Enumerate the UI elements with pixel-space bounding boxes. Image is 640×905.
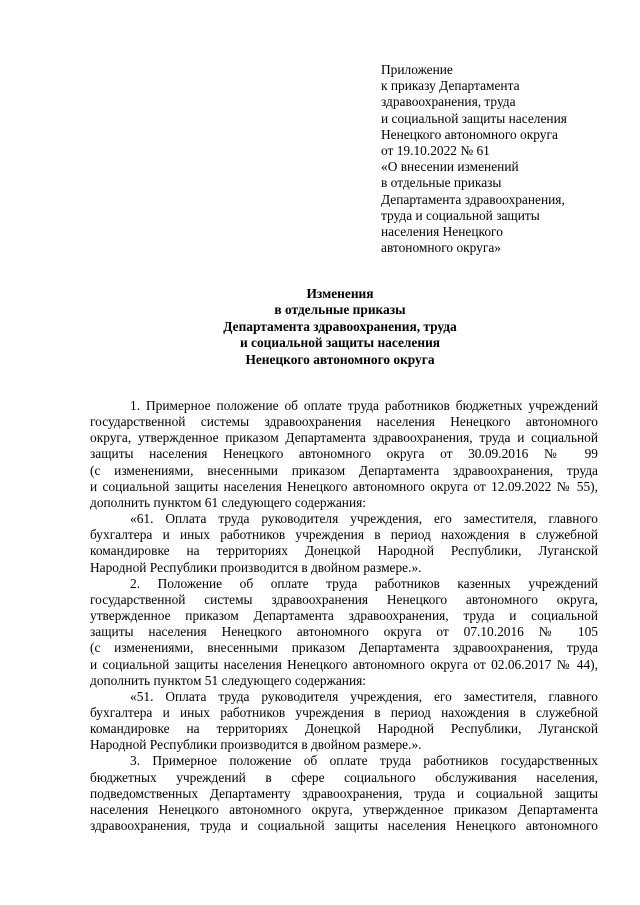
- text-line: бухгалтера и иных работников учреждения в период нахождения в служебной: [90, 704, 598, 720]
- appendix-line: Ненецкого автономного округа: [381, 126, 558, 142]
- title-line: в отдельные приказы: [274, 302, 406, 318]
- appendix-line: Департамента здравоохранения,: [381, 191, 565, 207]
- text-line: и социальной защиты населения Ненецкого автономного округа от 12.09.2022 № 55),: [90, 478, 598, 494]
- text-line: и социальной защиты населения Ненецкого автономного округа от 02.06.2017 № 44),: [90, 656, 598, 672]
- appendix-block: [381, 62, 621, 256]
- text-line: (с изменениями, внесенными приказом Департамента здравоохранения, труда: [90, 640, 598, 656]
- text-line: здравоохранения, труда и социальной защиты населения Ненецкого автономного: [90, 818, 598, 834]
- paragraph-quote-61: [90, 511, 598, 576]
- appendix-line: труда и социальной защиты: [381, 207, 540, 223]
- appendix-line: автономного округа»: [381, 240, 501, 256]
- appendix-line: Приложение: [381, 62, 453, 77]
- text-line: округа, утвержденное приказом Департамента здравоохранения, труда и социальной: [90, 430, 598, 446]
- appendix-line: от 19.10.2022 № 61: [381, 143, 490, 159]
- text-line: населения Ненецкого автономного округа, утвержденное приказом Департамента: [90, 801, 598, 817]
- text-line: защиты населения Ненецкого автономного округа от 07.10.2016 № 105: [90, 624, 598, 640]
- text-line: командировке на территориях Донецкой Народной Республики, Луганской: [90, 721, 598, 737]
- text-line: бюджетных учреждений в сфере социального обслуживания населения,: [90, 769, 598, 785]
- text-line: дополнить пунктом 51 следующего содержания:: [90, 672, 367, 688]
- text-line: государственной системы здравоохранения Ненецкого автономного округа,: [90, 591, 598, 607]
- text-line: 2. Положение об оплате труда работников казенных учреждений: [130, 575, 598, 591]
- text-line: утвержденное приказом Департамента здравоохранения, труда и социальной: [90, 608, 598, 624]
- document-title: [90, 286, 590, 368]
- text-line: подведомственных Департаменту здравоохранения, труда и социальной защиты: [90, 785, 598, 801]
- text-line: 1. Примерное положение об оплате труда работников бюджетных учреждений: [130, 398, 598, 413]
- text-line: дополнить пунктом 61 следующего содержания:: [90, 494, 367, 510]
- title-line: Департамента здравоохранения, труда: [223, 318, 457, 334]
- text-line: Народной Республики производится в двойном размере.».: [90, 737, 422, 753]
- title-line: и социальной защиты населения: [239, 335, 441, 351]
- paragraph-3: [90, 753, 598, 834]
- text-line: 3. Примерное положение об оплате труда работников государственных: [130, 753, 598, 769]
- appendix-line: в отдельные приказы: [381, 175, 502, 191]
- appendix-line: здравоохранения, труда: [381, 94, 516, 110]
- text-line: «51. Оплата труда руководителя учреждения, его заместителя, главного: [130, 688, 598, 704]
- appendix-line: и социальной защиты населения: [381, 110, 567, 126]
- text-line: Народной Республики производится в двойном размере.».: [90, 559, 422, 575]
- appendix-line: «О внесении изменений: [381, 159, 519, 175]
- text-line: (с изменениями, внесенными приказом Департамента здравоохранения, труда: [90, 462, 598, 478]
- appendix-line: к приказу Департамента: [381, 78, 520, 94]
- text-line: бухгалтера и иных работников учреждения в период нахождения в служебной: [90, 527, 598, 543]
- document-body: [90, 398, 598, 834]
- text-line: защиты населения Ненецкого автономного округа от 30.09.2016 № 99: [90, 446, 598, 462]
- text-line: государственной системы здравоохранения населения Ненецкого автономного: [90, 414, 598, 430]
- title-line: Ненецкого автономного округа: [245, 351, 435, 367]
- appendix-line: населения Ненецкого: [381, 224, 503, 240]
- text-line: «61. Оплата труда руководителя учреждения, его заместителя, главного: [130, 511, 598, 527]
- paragraph-quote-51: [90, 689, 598, 754]
- paragraph-1: [90, 398, 598, 511]
- title-line: Изменения: [306, 286, 374, 301]
- paragraph-2: [90, 576, 598, 689]
- text-line: командировке на территориях Донецкой Народной Республики, Луганской: [90, 543, 598, 559]
